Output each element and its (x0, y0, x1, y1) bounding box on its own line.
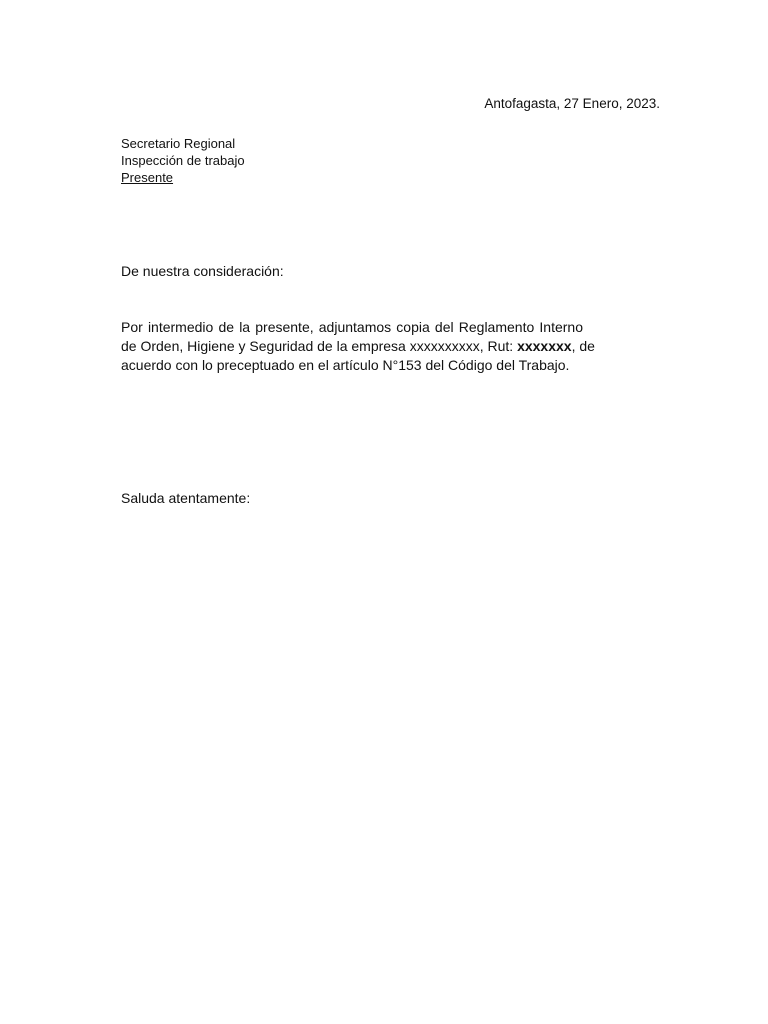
recipient-office: Inspección de trabajo (121, 153, 245, 168)
rut-value: xxxxxxx (517, 338, 572, 354)
body-line-1: Por intermedio de la presente, adjuntamos copia del Reglamento Interno (121, 319, 583, 335)
letter-closing: Saluda atentamente: (121, 490, 251, 506)
recipient-block (121, 135, 245, 186)
letter-body (121, 318, 595, 375)
recipient-title: Secretario Regional (121, 136, 236, 151)
letter-greeting: De nuestra consideración: (121, 263, 284, 279)
body-line-2-text: de Orden, Higiene y Seguridad de la empresa xxxxxxxxxx, Rut: (121, 338, 518, 354)
body-line-3: acuerdo con lo preceptuado en el artículo N°153 del Código del Trabajo. (121, 357, 570, 373)
recipient-presente: Presente (121, 170, 174, 185)
letter-date: Antofagasta, 27 Enero, 2023. (484, 96, 660, 111)
body-line-2 (121, 337, 595, 356)
body-line-2-end: , de (571, 338, 595, 354)
